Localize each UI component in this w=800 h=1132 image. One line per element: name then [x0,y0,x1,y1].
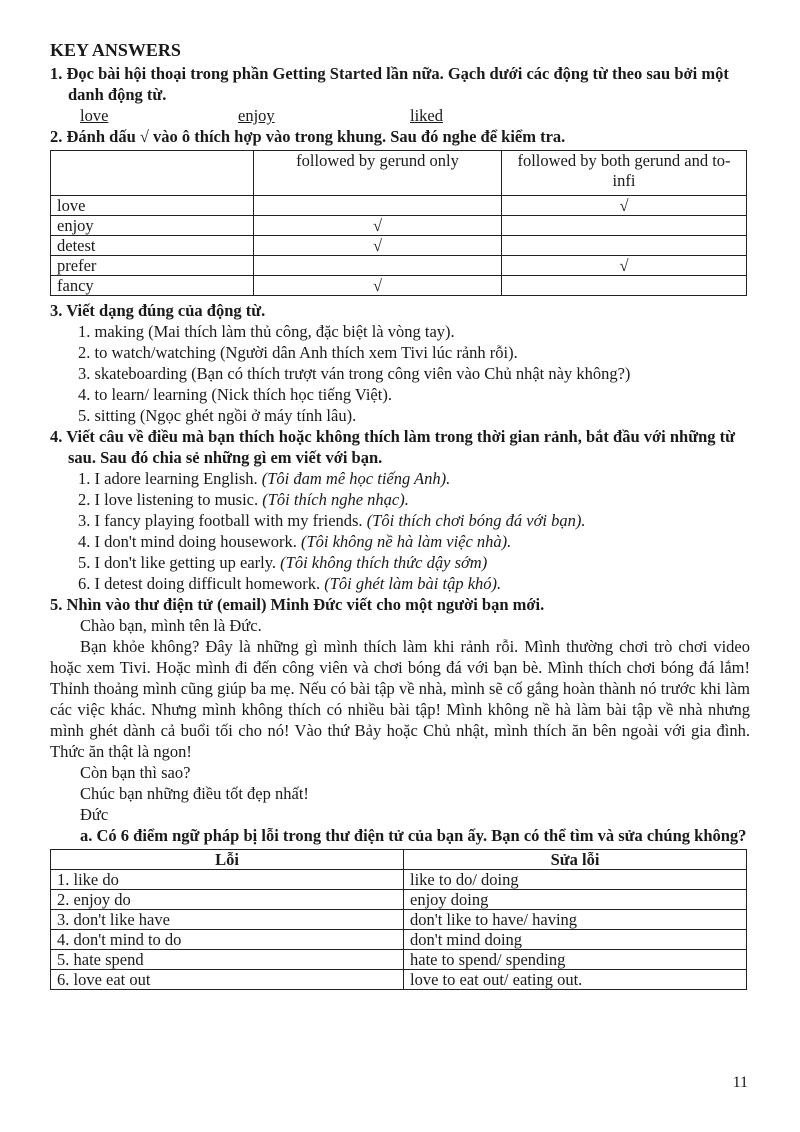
table-header-row [51,151,747,196]
table-row [51,910,747,930]
vietnamese-translation: (Tôi thích nghe nhạc). [262,490,409,509]
check-cell [254,196,502,216]
check-cell: √ [254,276,502,296]
fix-cell: enjoy doing [404,890,747,910]
list-item: 1. making (Mai thích làm thủ công, đặc biệt là vòng tay). [78,322,455,341]
english-sentence: 3. I fancy playing football with my friends. [78,511,363,530]
fix-cell: don't mind doing [404,930,747,950]
check-cell: √ [502,256,747,276]
list-item: 3. skateboarding (Bạn có thích trượt ván trong công viên vào Chủ nhật này không?) [78,364,631,383]
list-item [78,552,750,573]
list-item [78,468,750,489]
error-cell: 1. like do [51,870,404,890]
check-cell [502,236,747,256]
email-closing-wish: Chúc bạn những điều tốt đẹp nhất! [80,784,309,803]
vietnamese-translation: (Tôi ghét làm bài tập khó). [324,574,502,593]
table-header-cell: Sửa lỗi [404,850,747,870]
vietnamese-translation: (Tôi đam mê học tiếng Anh). [261,469,451,488]
error-cell: 4. don't mind to do [51,930,404,950]
exercise-4-list [50,468,750,594]
error-cell: 5. hate spend [51,950,404,970]
verb-love: love [80,106,109,125]
english-sentence: 2. I love listening to music. [78,490,259,509]
list-item: 2. to watch/watching (Người dân Anh thích xem Tivi lúc rảnh rỗi). [78,343,518,362]
check-cell: √ [254,236,502,256]
list-item [78,510,750,531]
table-row [51,890,747,910]
exercise-3-list [50,321,750,426]
table-row [51,950,747,970]
error-cell: 3. don't like have [51,910,404,930]
fix-cell: love to eat out/ eating out. [404,970,747,990]
page-title: KEY ANSWERS [50,40,181,60]
email-greeting: Chào bạn, mình tên là Đức. [80,616,262,635]
table-row [51,970,747,990]
check-cell [502,216,747,236]
verb-cell: fancy [51,276,254,296]
table-header-cell: followed by gerund only [254,151,502,196]
verb-cell: detest [51,236,254,256]
table-row [51,256,747,276]
table-header-cell: Lỗi [51,850,404,870]
check-cell: √ [254,216,502,236]
fix-cell: hate to spend/ spending [404,950,747,970]
vietnamese-translation: (Tôi không thích thức dậy sớm) [280,553,488,572]
check-cell [502,276,747,296]
table-header-cell [51,151,254,196]
list-item [78,489,750,510]
list-item: 4. to learn/ learning (Nick thích học tiếng Việt). [78,385,392,404]
english-sentence: 5. I don't like getting up early. [78,553,277,572]
check-cell: √ [502,196,747,216]
list-item [78,573,750,594]
english-sentence: 1. I adore learning English. [78,469,258,488]
english-sentence: 6. I detest doing difficult homework. [78,574,321,593]
email-signature: Đức [80,805,109,824]
page-number: 11 [732,1074,748,1091]
check-cell [254,256,502,276]
error-correction-table [50,849,747,990]
table-row [51,870,747,890]
exercise-3-heading: 3. Viết dạng đúng của động từ. [50,301,266,320]
exercise-5-heading: 5. Nhìn vào thư điện tử (email) Minh Đức viết cho một người bạn mới. [50,595,545,614]
verb-liked: liked [410,106,443,125]
fix-cell: like to do/ doing [404,870,747,890]
table-row [51,196,747,216]
verb-cell: love [51,196,254,216]
table-row [51,216,747,236]
list-item [78,531,750,552]
table-row [51,930,747,950]
table-row [51,276,747,296]
exercise-5a-heading: a. Có 6 điểm ngữ pháp bị lỗi trong thư điện tử của bạn ấy. Bạn có thể tìm và sửa chúng không? [80,826,747,845]
fix-cell: don't like to have/ having [404,910,747,930]
table-header-row [51,850,747,870]
table-row [51,236,747,256]
gerund-table [50,150,747,296]
email-body: Bạn khỏe không? Đây là những gì mình thích làm khi rảnh rỗi. Mình thường chơi trò chơi video hoặc xem Tivi. Hoặc mình đi đến công viên và chơi bóng đá với bạn bè. Mình thích chơi bóng đá lắm! Thỉnh thoảng mình cũng giúp ba mẹ. Nếu có bài tập về nhà, mình sẽ cố gắng hoàn thành nó trước khi làm các việc khác. Nhưng mình không thích có nhiều bài tập! Mình không nề hà làm bài tập về nhà nhưng mình ghét dành cả buổi tối cho nó! Vào thứ Bảy hoặc Chủ nhật, mình thích ăn bên ngoài với gia đình. Thức ăn thật là ngon! [50,637,750,761]
exercise-4-heading: 4. Viết câu về điều mà bạn thích hoặc không thích làm trong thời gian rảnh, bắt đầu với những từ sau. Sau đó chia sẻ những gì em viết với bạn. [50,427,736,467]
table-header-cell: followed by both gerund and to-infi [502,151,747,196]
verb-cell: enjoy [51,216,254,236]
verb-cell: prefer [51,256,254,276]
email-closing-question: Còn bạn thì sao? [80,763,191,782]
vietnamese-translation: (Tôi không nề hà làm việc nhà). [300,532,512,551]
verb-enjoy: enjoy [238,106,275,125]
document-page [50,40,750,994]
error-cell: 6. love eat out [51,970,404,990]
exercise-1-verbs [50,105,750,126]
english-sentence: 4. I don't mind doing housework. [78,532,297,551]
vietnamese-translation: (Tôi thích chơi bóng đá với bạn). [366,511,586,530]
error-cell: 2. enjoy do [51,890,404,910]
exercise-2-heading: 2. Đánh dấu √ vào ô thích hợp vào trong khung. Sau đó nghe để kiểm tra. [50,127,566,146]
exercise-1-heading: 1. Đọc bài hội thoại trong phần Getting Started lần nữa. Gạch dưới các động từ theo sau bởi một danh động từ. [50,64,729,104]
list-item: 5. sitting (Ngọc ghét ngồi ở máy tính lâu). [78,406,357,425]
